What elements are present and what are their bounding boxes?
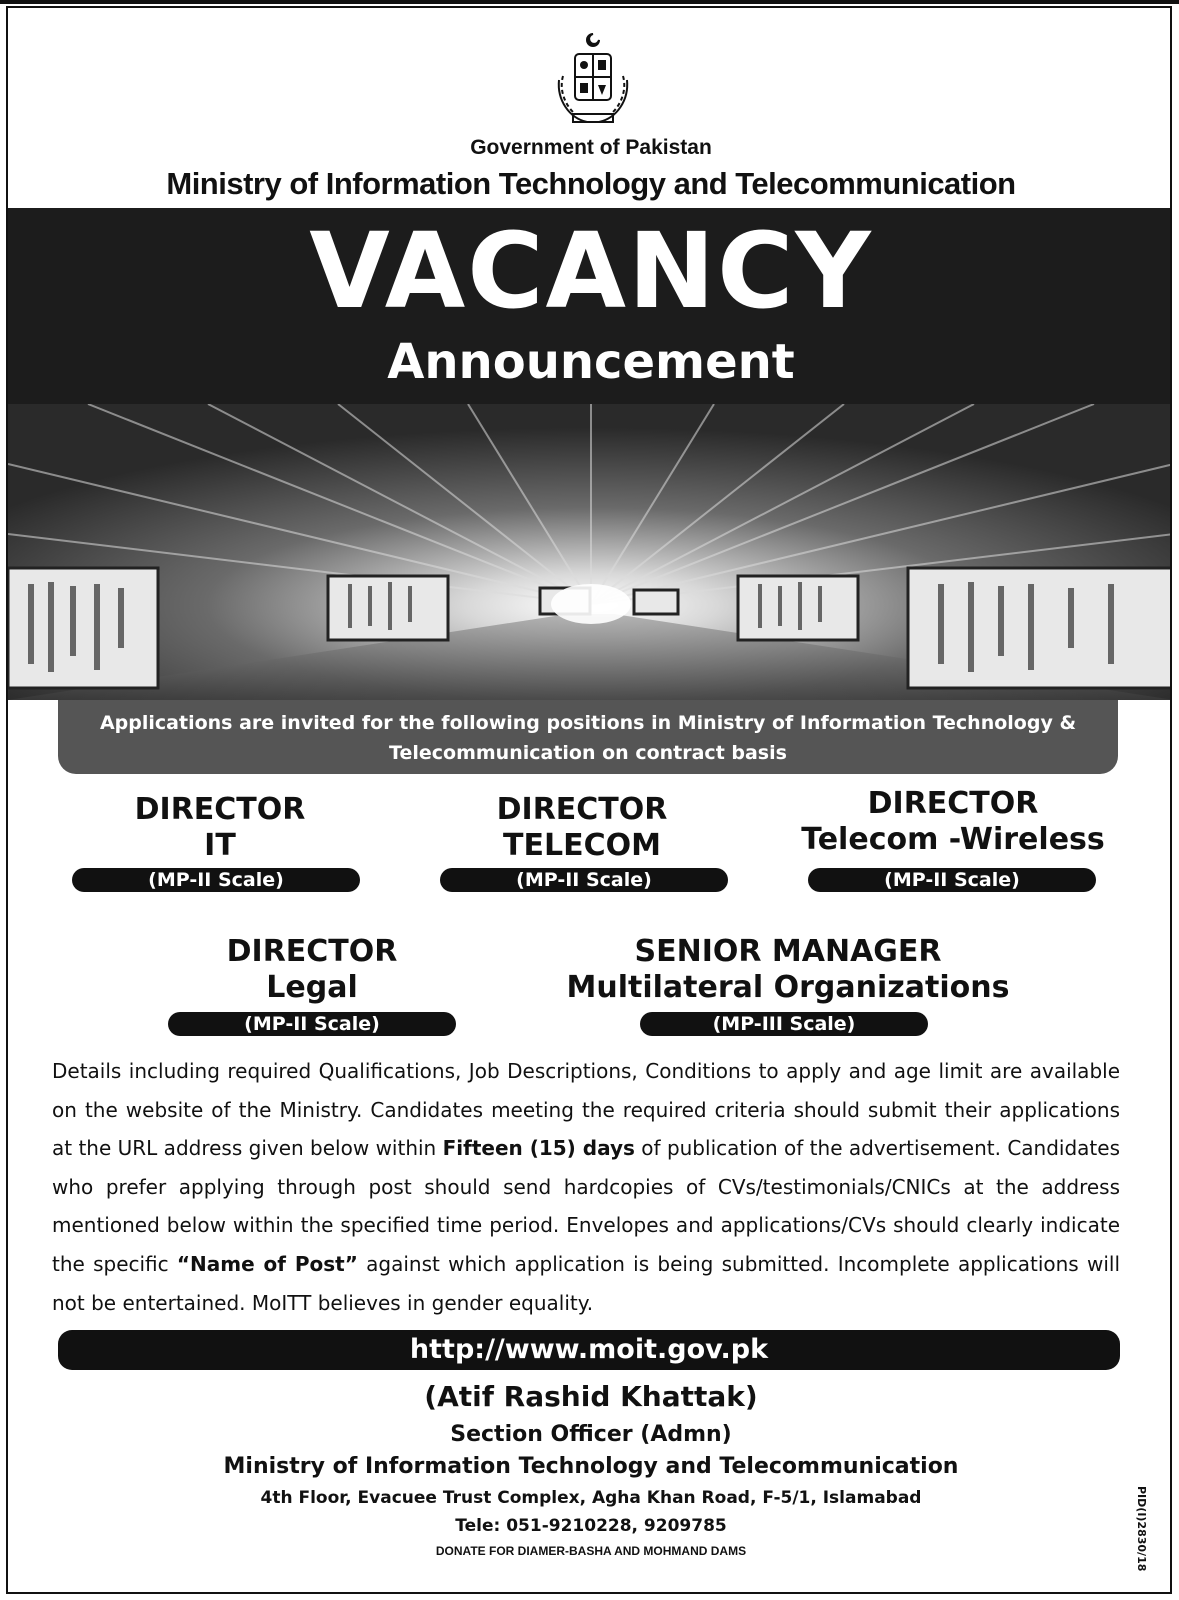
position-senior-manager [548,934,1028,1006]
position-director-it [76,792,364,864]
ministry-heading: Ministry of Information Technology and Telecommunication [166,166,1016,201]
post-name-emphasis: “Name of Post” [176,1251,358,1276]
details-paragraph [52,1052,1120,1322]
pid-number: PID(I)2830/18 [1135,1486,1148,1572]
deadline-emphasis: Fifteen (15) days [442,1136,635,1161]
invitation-line-1: Applications are invited for the following positions in Ministry of Information Technology & [99,712,1077,734]
pay-scale-badge: (MP-II Scale) [72,868,360,892]
pay-scale-badge: (MP-II Scale) [808,868,1096,892]
position-subtitle: Legal [266,970,358,1005]
donate-footer: DONATE FOR DIAMER-BASHA AND MOHMAND DAMS [435,1544,747,1558]
office-address: 4th Floor, Evacuee Trust Complex, Agha Khan Road, F-5/1, Islamabad [260,1488,922,1508]
position-title: DIRECTOR [496,792,668,827]
position-subtitle: IT [204,828,236,863]
signatory-name: (Atif Rashid Khattak) [424,1380,758,1413]
position-subtitle: Multilateral Organizations [566,970,1010,1005]
details-text: of publication of the advertisement. Candidates who prefer applying through post should send hardcopies of CVs/testimonials/CNICs at the address mentioned below within the specified time period. Envelopes and applications/CVs should clearly indicate the specific [52,1136,1120,1276]
invitation-line-2: Telecommunication on contract basis [389,742,787,764]
details-text: Details including required Qualifications, Job Descriptions, Conditions to apply and age limit are available on the website of the Ministry. Candidates meeting the required criteria should submit their applications at the URL address given below within [52,1059,1120,1161]
signatory-designation: Section Officer (Admn) [450,1422,732,1447]
vacancy-title: VACANCY [309,210,873,332]
office-phone: Tele: 051-9210228, 9209785 [455,1516,727,1536]
position-title: SENIOR MANAGER [634,934,942,969]
details-text: against which application is being submitted. Incomplete applications will not be entertained. MoITT believes in gender equality. [52,1251,1120,1315]
announcement-subtitle: Announcement [387,334,795,390]
website-link[interactable]: http://www.moit.gov.pk [58,1330,1120,1370]
technology-hero-image [8,404,1172,700]
government-heading: Government of Pakistan [470,136,712,159]
invitation-panel [58,700,1118,774]
position-title: DIRECTOR [867,786,1039,821]
top-rule [0,0,1179,4]
position-director-telecom [438,792,726,864]
position-director-legal [168,934,456,1006]
advertisement-frame [6,6,1172,1594]
state-emblem-icon [543,30,643,130]
position-title: DIRECTOR [226,934,398,969]
pay-scale-badge: (MP-II Scale) [168,1012,456,1036]
position-director-telecom-wireless [788,786,1118,858]
position-subtitle: Telecom -Wireless [801,822,1105,857]
position-title: DIRECTOR [134,792,306,827]
signatory-ministry: Ministry of Information Technology and Telecommunication [223,1454,959,1479]
pay-scale-badge: (MP-III Scale) [640,1012,928,1036]
pay-scale-badge: (MP-II Scale) [440,868,728,892]
position-subtitle: TELECOM [503,828,661,863]
